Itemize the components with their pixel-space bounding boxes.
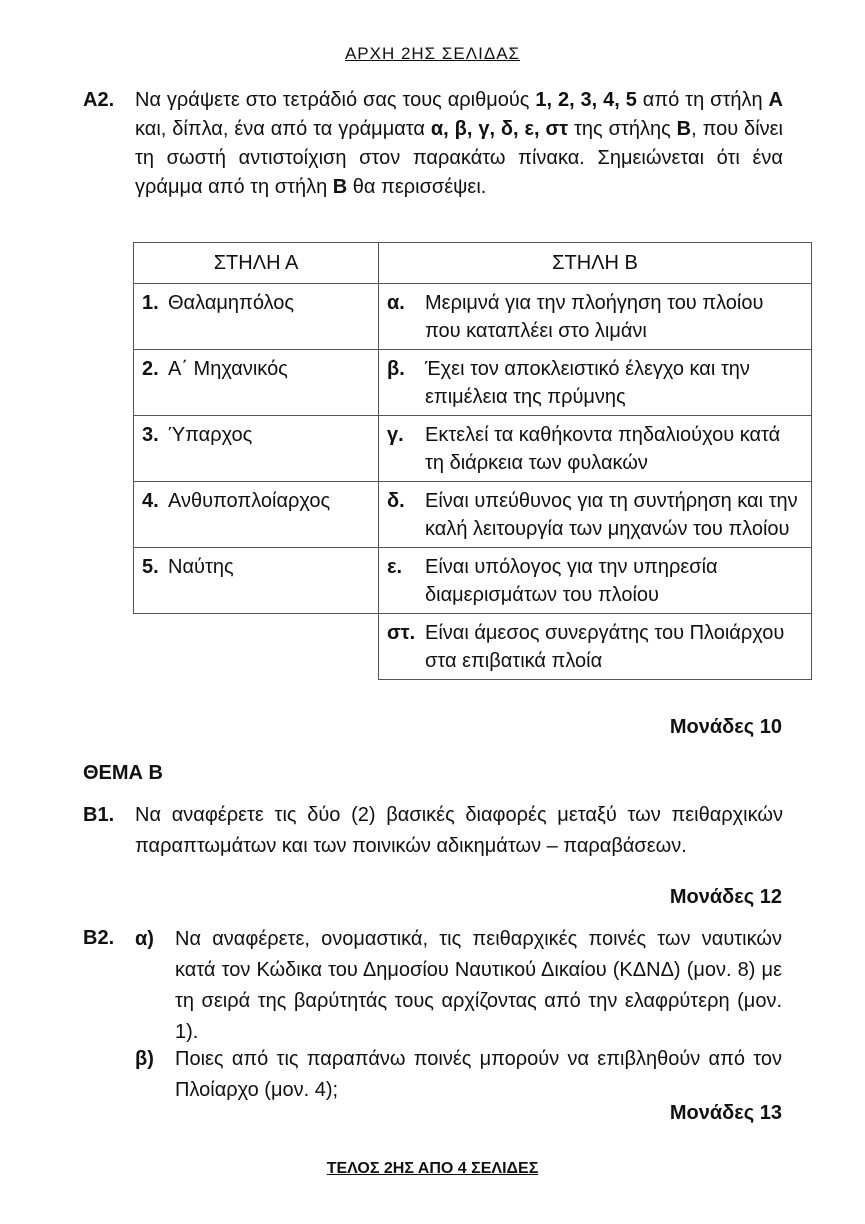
section-title: ΘΕΜΑ Β [83, 762, 163, 784]
question-number: Β1. [83, 804, 115, 826]
item-text: Μεριμνά για την πλοήγηση του πλοίου που καταπλέει στο λιμάνι [425, 292, 764, 342]
column-a-cell [134, 614, 379, 680]
column-a-cell [134, 350, 379, 416]
item-text: Είναι υπόλογος για την υπηρεσία διαμερισμάτων του πλοίου [425, 556, 718, 606]
item-text: Εκτελεί τα καθήκοντα πηδαλιούχου κατά τη διάρκεια των φυλακών [425, 424, 781, 474]
score-b1: Μονάδες 12 [669, 886, 782, 908]
subquestion-text: Να αναφέρετε, ονομαστικά, τις πειθαρχικές ποινές των ναυτικών κατά τον Κώδικα του Δημοσίου Ναυτικού Δικαίου (ΚΔΝΔ) (μον. 8) με τη σειρά της βαρύτητάς τους αρχίζοντας από την ελαφρύτερη (μον. 1). [175, 928, 782, 1043]
page-header: ΑΡΧΗ 2ΗΣ ΣΕΛΙΔΑΣ [344, 44, 521, 63]
question-number: Α2. [83, 89, 115, 111]
item-number: 5. [142, 556, 159, 578]
column-b-cell [379, 482, 812, 548]
question-text: Να αναφέρετε τις δύο (2) βασικές διαφορές μεταξύ των πειθαρχικών παραπτωμάτων και των ποινικών αδικημάτων – παραβάσεων. [135, 804, 783, 857]
subquestion-text: Ποιες από τις παραπάνω ποινές μπορούν να επιβληθούν από τον Πλοίαρχο (μον. 4); [175, 1048, 782, 1101]
item-letter: στ. [387, 622, 416, 644]
column-b-header: ΣΤΗΛΗ Β [379, 243, 812, 284]
table-row [134, 284, 812, 350]
item-text: Θαλαμηπόλος [168, 292, 295, 314]
item-text: Ναύτης [168, 556, 234, 578]
item-letter: β. [387, 358, 405, 380]
table-row [134, 350, 812, 416]
subquestion-letter: β) [135, 1048, 154, 1070]
item-letter: δ. [387, 490, 405, 512]
table-row [134, 416, 812, 482]
item-letter: α. [387, 292, 405, 314]
subquestion-b2b [135, 1044, 782, 1106]
question-text: Να γράψετε στο τετράδιό σας τους αριθμούς 1, 2, 3, 4, 5 από τη στήλη Α και, δίπλα, ένα από τα γράμματα α, β, γ, δ, ε, στ της στήλης Β, που δίνει τη σωστή αντιστοίχιση στον παρακάτω πίνακα. Σημειώνεται ότι ένα γράμμα από τη στήλη Β θα περισσέψει. [135, 89, 783, 198]
item-text: Έχει τον αποκλειστικό έλεγχο και την επιμέλεια της πρύμνης [425, 358, 750, 408]
column-a-cell [134, 482, 379, 548]
score-a2: Μονάδες 10 [669, 716, 782, 738]
item-number: 1. [142, 292, 159, 314]
matching-table [133, 242, 812, 680]
item-letter: γ. [387, 424, 404, 446]
page-footer: ΤΕΛΟΣ 2ΗΣ ΑΠΟ 4 ΣΕΛΙΔΕΣ [326, 1160, 539, 1177]
column-b-cell [379, 284, 812, 350]
table-row [134, 548, 812, 614]
subquestion-b2a [135, 924, 782, 1048]
table-row [134, 614, 812, 680]
column-b-cell [379, 416, 812, 482]
score-b2: Μονάδες 13 [669, 1102, 782, 1124]
column-b-cell [379, 548, 812, 614]
question-a2 [83, 86, 783, 202]
item-number: 4. [142, 490, 159, 512]
item-letter: ε. [387, 556, 403, 578]
table-header-row [134, 243, 812, 284]
item-number: 2. [142, 358, 159, 380]
column-a-cell [134, 284, 379, 350]
item-text: Ύπαρχος [168, 424, 253, 446]
column-a-cell [134, 416, 379, 482]
column-b-cell [379, 350, 812, 416]
subquestion-letter: α) [135, 928, 154, 950]
column-a-cell [134, 548, 379, 614]
table-row [134, 482, 812, 548]
item-number: 3. [142, 424, 159, 446]
question-b1 [83, 800, 783, 862]
question-number: Β2. [83, 927, 115, 949]
item-text: Είναι υπεύθυνος για τη συντήρηση και την καλή λειτουργία των μηχανών του πλοίου [425, 490, 798, 540]
item-text: Είναι άμεσος συνεργάτης του Πλοιάρχου στα επιβατικά πλοία [425, 622, 785, 672]
item-text: Α΄ Μηχανικός [168, 358, 288, 380]
column-b-cell [379, 614, 812, 680]
item-text: Ανθυποπλοίαρχος [168, 490, 331, 512]
column-a-header: ΣΤΗΛΗ Α [134, 243, 379, 284]
